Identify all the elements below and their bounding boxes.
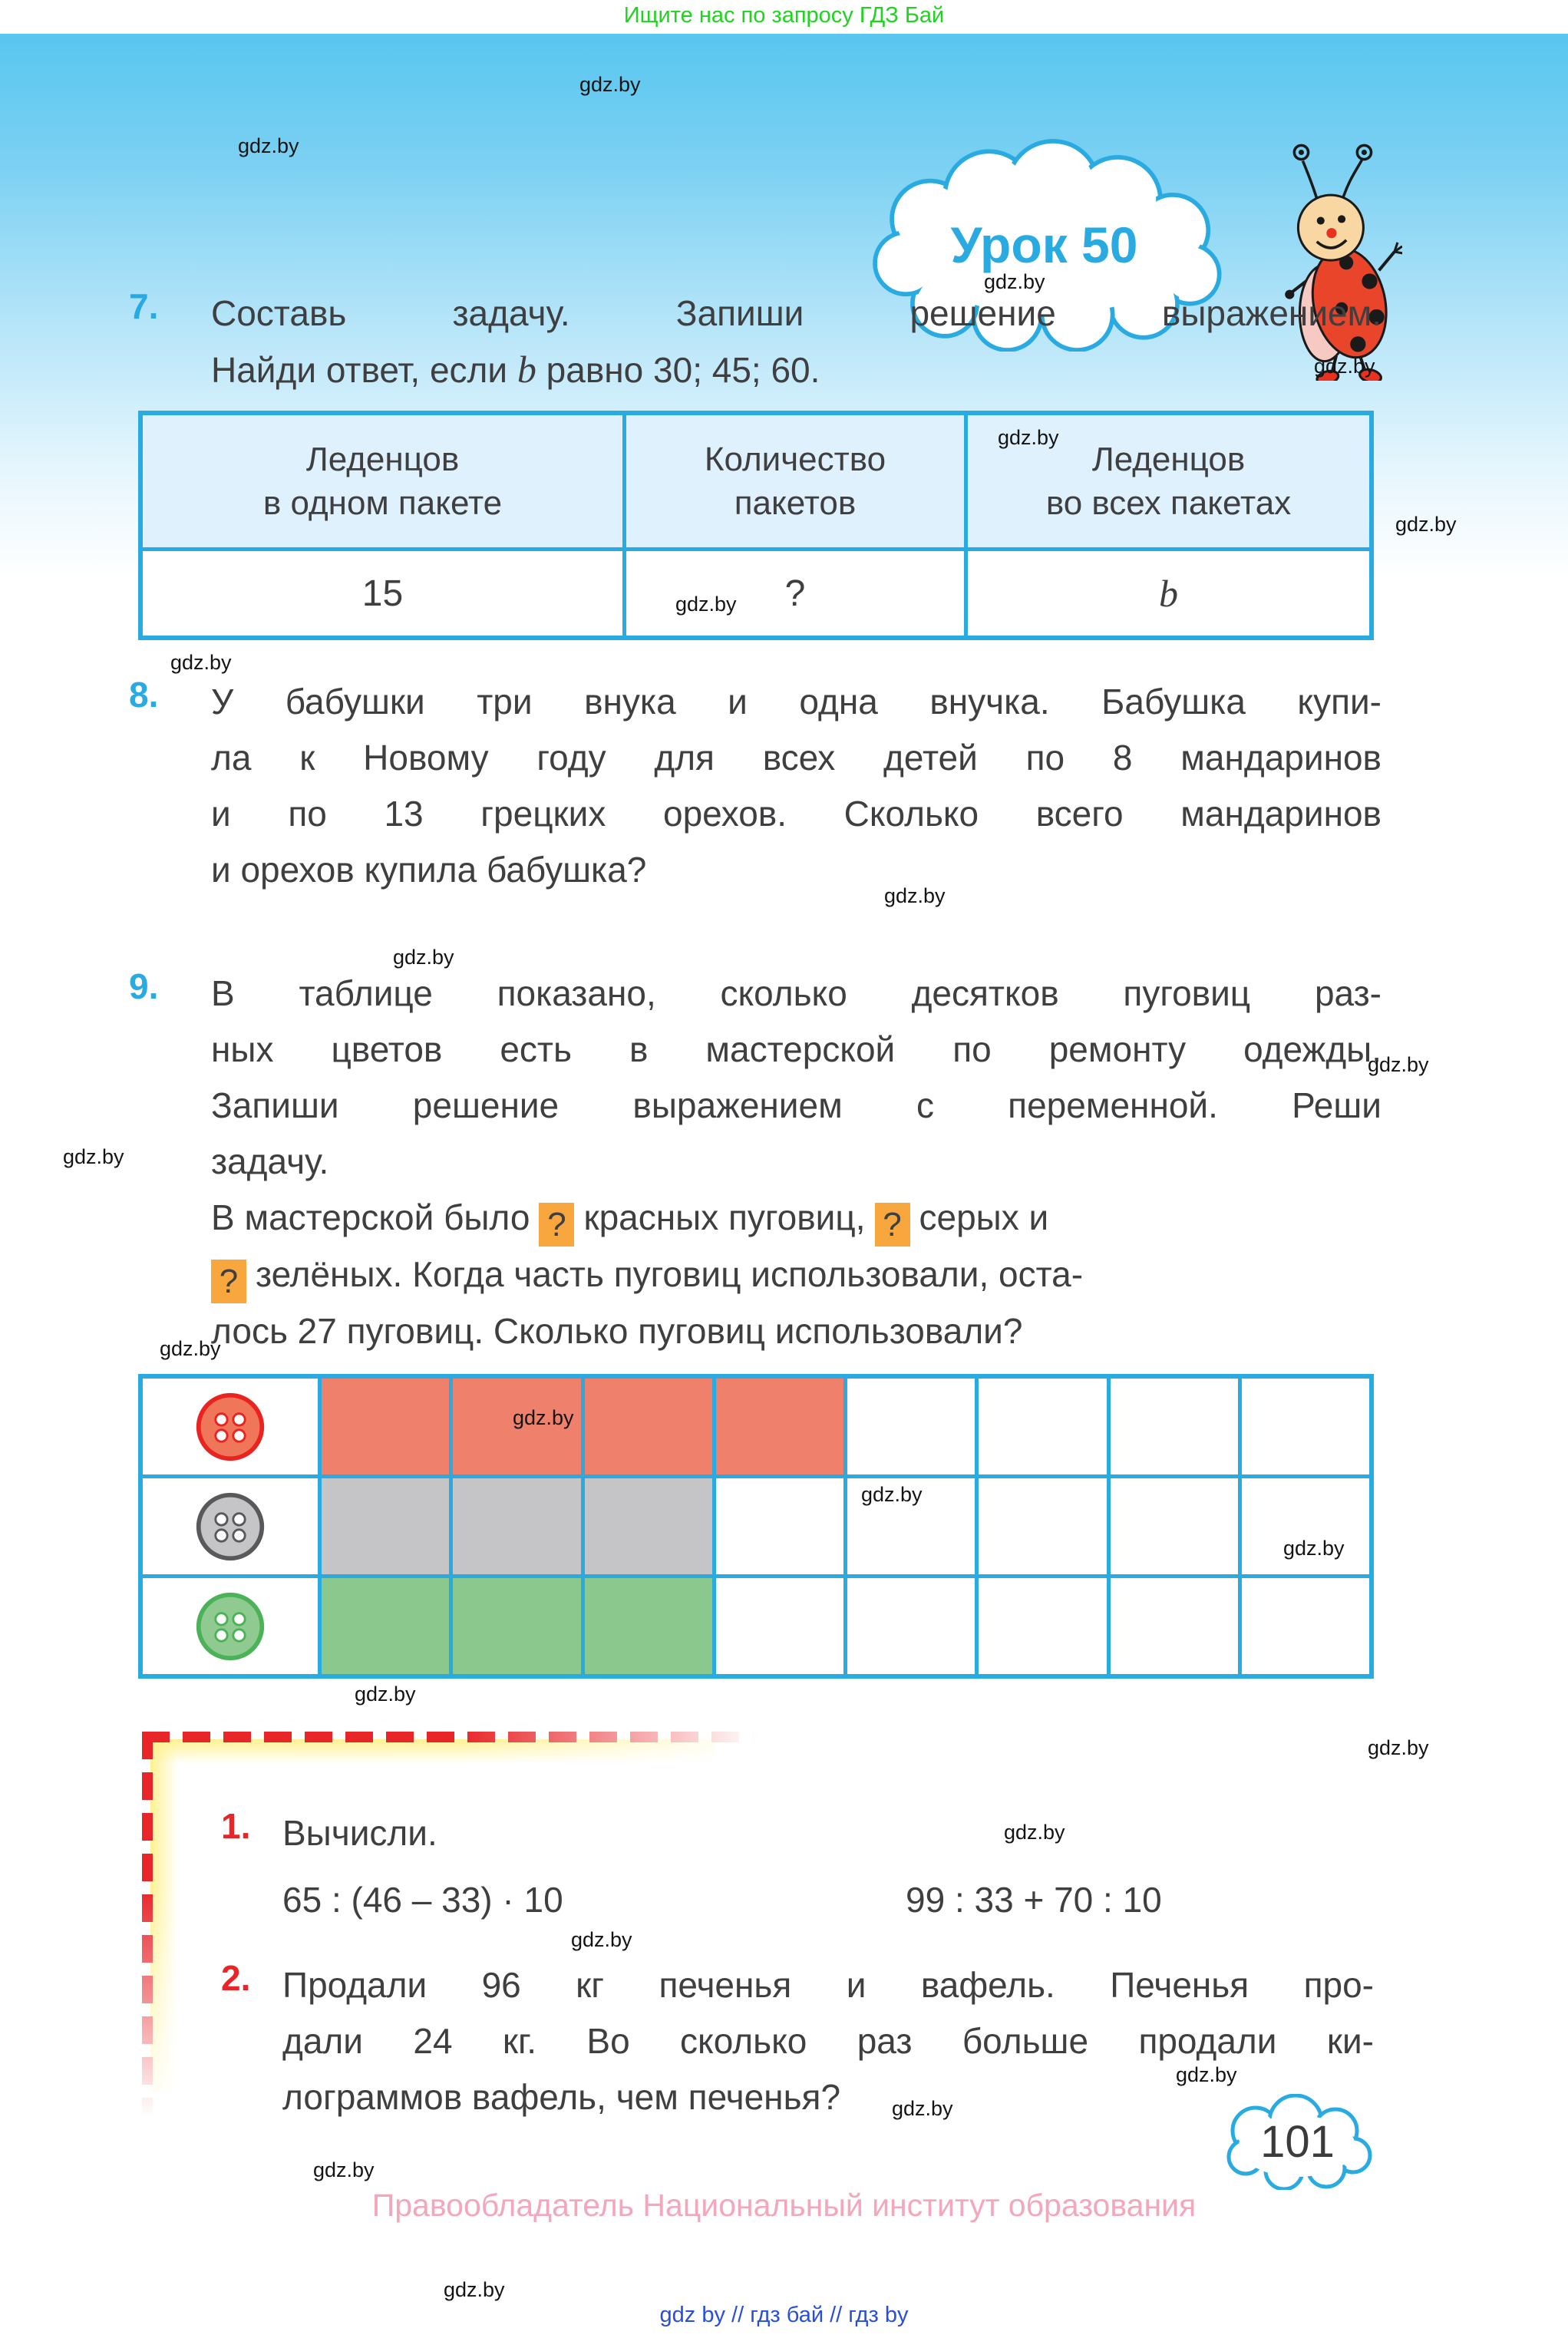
gdz-watermark: gdz.by xyxy=(355,1683,416,1706)
tens-cell-filled xyxy=(716,1379,843,1474)
box-problem-2-line: лограммов вафель, чем печенья? xyxy=(282,2077,841,2117)
unknown-quantity-chip: ? xyxy=(211,1260,246,1303)
problem-9-text xyxy=(211,966,1381,1359)
problem-7-line-1: Составь задачу. Запиши решение выражением. xyxy=(211,293,1381,333)
problem-9-line: лось 27 пуговиц. Сколько пуговиц использовали? xyxy=(211,1311,1023,1351)
tens-cell-empty xyxy=(1242,1379,1369,1474)
box-problem-2-line: Продали 96 кг печенья и вафель. Печенья про- xyxy=(282,1965,1374,2005)
unknown-quantity-chip: ? xyxy=(875,1203,910,1247)
problem-7-number: 7. xyxy=(129,286,159,326)
problem-8-text xyxy=(211,674,1381,898)
problem-8-line: У бабушки три внука и одна внучка. Бабушка купи- xyxy=(211,682,1381,722)
gdz-watermark: gdz.by xyxy=(579,73,641,96)
tens-cell-empty xyxy=(1111,1379,1238,1474)
frame-fade-right xyxy=(460,1727,783,1773)
tens-cell-empty xyxy=(1111,1478,1238,1574)
tens-cell-filled xyxy=(453,1478,580,1574)
candy-header-packs xyxy=(626,415,964,547)
tens-cell-filled xyxy=(322,1379,449,1474)
top-banner-text: Ищите нас по запросу ГДЗ Бай xyxy=(623,3,945,28)
tens-cell-filled xyxy=(585,1578,712,1674)
tens-cell-empty xyxy=(1242,1478,1369,1574)
gdz-watermark: gdz.by xyxy=(1176,2063,1237,2086)
gdz-watermark: gdz.by xyxy=(1368,1053,1429,1076)
gdz-watermark: gdz.by xyxy=(444,2278,505,2301)
tens-cell-filled xyxy=(585,1478,712,1574)
gdz-watermark: gdz.by xyxy=(1314,355,1375,378)
candy-table xyxy=(138,411,1374,640)
problem-7-text xyxy=(211,286,1381,398)
tens-cell-empty xyxy=(716,1478,843,1574)
tens-cell-filled xyxy=(585,1379,712,1474)
chips-line-text: В мастерской было xyxy=(211,1197,530,1237)
tens-cell-empty xyxy=(1111,1578,1238,1674)
gdz-watermark: gdz.by xyxy=(892,2097,953,2120)
gdz-watermark: gdz.by xyxy=(393,946,454,969)
variable-b: b xyxy=(517,348,536,391)
chips-line-text: красных пуговиц, xyxy=(583,1197,866,1237)
gdz-watermark: gdz.by xyxy=(675,593,737,616)
gdz-watermark: gdz.by xyxy=(1004,1821,1065,1844)
problem-9-line: ных цветов есть в мастерской по ремонту одежды. xyxy=(211,1029,1381,1069)
gray-button-icon xyxy=(143,1478,318,1574)
gdz-watermark: gdz.by xyxy=(170,651,232,674)
problem-8-number: 8. xyxy=(129,675,159,715)
tens-cell-empty xyxy=(716,1578,843,1674)
tens-cell-filled xyxy=(453,1578,580,1674)
gdz-watermark: gdz.by xyxy=(861,1483,923,1506)
problem-7-line-2-suffix: равно 30; 45; 60. xyxy=(536,350,820,390)
gdz-watermark: gdz.by xyxy=(984,270,1045,293)
box-problem-2-line: дали 24 кг. Во сколько раз больше продали ки- xyxy=(282,2021,1374,2061)
gdz-watermark: gdz.by xyxy=(238,134,299,157)
candy-value-total xyxy=(968,551,1369,636)
tens-cell-empty xyxy=(847,1578,975,1674)
problem-9-line: Запиши решение выражением с переменной. Реши xyxy=(211,1085,1381,1125)
box-problem-1-number: 1. xyxy=(221,1806,251,1846)
tens-cell-empty xyxy=(979,1478,1106,1574)
problem-8-line: и орехов купила бабушка? xyxy=(211,850,647,890)
problem-9-line: В таблице показано, сколько десятков пуговиц раз- xyxy=(211,973,1381,1013)
green-button-icon xyxy=(143,1578,318,1674)
expression-right: 99 : 33 + 70 : 10 xyxy=(906,1880,1162,1920)
problem-9-number: 9. xyxy=(129,966,159,1006)
gdz-watermark: gdz.by xyxy=(513,1406,574,1429)
tens-cell-filled xyxy=(322,1478,449,1574)
lesson-title: Урок 50 xyxy=(950,216,1138,273)
problem-9-line: задачу. xyxy=(211,1141,329,1181)
candy-value-per-pack: 15 xyxy=(143,551,622,636)
buttons-grid xyxy=(138,1374,1374,1679)
header-line: Леденцов xyxy=(1091,441,1246,478)
problem-9-line-chips xyxy=(211,1247,1381,1303)
gdz-watermark: gdz.by xyxy=(160,1337,221,1360)
gdz-watermark: gdz.by xyxy=(571,1928,632,1951)
tens-cell-empty xyxy=(847,1478,975,1574)
problem-7-line-2-prefix: Найди ответ, если xyxy=(211,350,517,390)
candy-header-total xyxy=(968,415,1369,547)
header-line: Леденцов xyxy=(305,441,460,478)
candy-header-per-pack xyxy=(143,415,622,547)
gdz-watermark: gdz.by xyxy=(1283,1537,1345,1560)
box-problem-1-title: Вычисли. xyxy=(282,1813,437,1853)
header-line: в одном пакете xyxy=(262,484,503,522)
gdz-watermark: gdz.by xyxy=(884,884,946,907)
gdz-watermark: gdz.by xyxy=(998,426,1059,449)
header-line: во всех пакетах xyxy=(1045,484,1292,522)
frame-fade-down xyxy=(134,1888,188,2142)
tens-cell-empty xyxy=(979,1379,1106,1474)
header-line: пакетов xyxy=(734,484,857,522)
box-problem-2-text xyxy=(282,1957,1374,2125)
chips-line-text: серых и xyxy=(919,1197,1049,1237)
problem-9-line-chips xyxy=(211,1190,1381,1247)
footer-links[interactable]: gdz by // гдз бай // гдз by xyxy=(659,2303,909,2327)
tens-cell-empty xyxy=(847,1379,975,1474)
header-line: Количество xyxy=(704,441,886,478)
gdz-watermark: gdz.by xyxy=(1395,513,1457,536)
gdz-watermark: gdz.by xyxy=(313,2158,375,2181)
page-number: 101 xyxy=(1260,2117,1335,2167)
variable-b: b xyxy=(1159,572,1178,615)
gdz-watermark: gdz.by xyxy=(63,1145,124,1168)
tens-cell-filled xyxy=(453,1379,580,1474)
expression-left: 65 : (46 – 33) · 10 xyxy=(282,1880,563,1920)
chips-line-text: зелёных. Когда часть пуговиц использовали, оста- xyxy=(256,1254,1084,1294)
copyright-text: Правообладатель Национальный институт образования xyxy=(371,2188,1197,2223)
gdz-watermark: gdz.by xyxy=(1368,1736,1429,1759)
tens-cell-filled xyxy=(322,1578,449,1674)
problem-7-line-2 xyxy=(211,342,1381,398)
red-button-icon xyxy=(143,1379,318,1474)
candy-value-packs: ? xyxy=(626,551,964,636)
tens-cell-empty xyxy=(1242,1578,1369,1674)
problem-8-line: ла к Новому году для всех детей по 8 мандаринов xyxy=(211,738,1381,778)
box-problem-2-number: 2. xyxy=(221,1958,251,1998)
tens-cell-empty xyxy=(979,1578,1106,1674)
unknown-quantity-chip: ? xyxy=(539,1203,574,1247)
problem-8-line: и по 13 грецких орехов. Сколько всего мандаринов xyxy=(211,794,1381,834)
